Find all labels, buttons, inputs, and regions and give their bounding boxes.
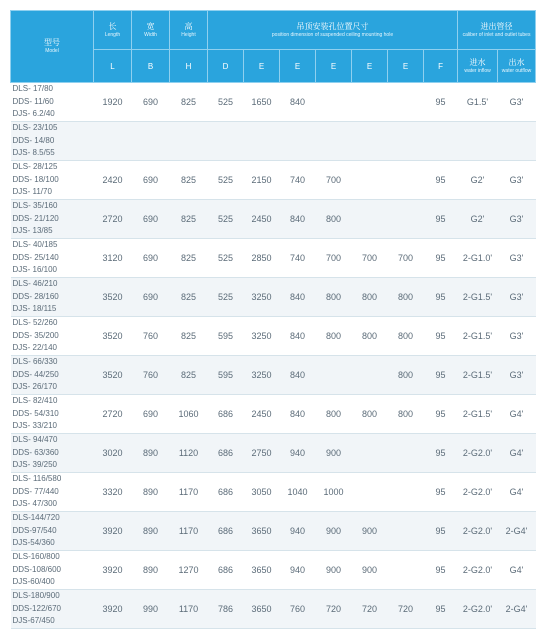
- cell-l: 3520: [94, 356, 132, 395]
- cell-e1: 3650: [244, 590, 280, 629]
- model-name: DDS-108/600: [12, 564, 61, 574]
- cell-h: 825: [170, 83, 208, 122]
- cell-e2: 840: [280, 200, 316, 239]
- model-name: DJS-67/450: [12, 616, 55, 626]
- model-name: DJS- 16/100: [12, 265, 57, 275]
- cell-e1: 3250: [244, 356, 280, 395]
- header-inflow-en: water inflow: [464, 67, 491, 74]
- cell-d: 595: [208, 356, 244, 395]
- model-name: DDS- 14/80: [12, 135, 55, 145]
- cell-e2: 760: [280, 590, 316, 629]
- model-name: DLS- 28/125: [12, 162, 58, 172]
- cell-h: 1060: [170, 395, 208, 434]
- header-sym-h: H: [170, 50, 208, 83]
- cell-d: 686: [208, 473, 244, 512]
- model-name: DLS- 35/160: [12, 201, 58, 211]
- cell-e2: 840: [280, 83, 316, 122]
- model-name: DDS- 44/250: [12, 369, 59, 379]
- cell-outflow: G3': [498, 161, 536, 200]
- cell-e5: 720: [388, 590, 424, 629]
- cell-f: 95: [424, 473, 458, 512]
- cell-e2: [280, 122, 316, 161]
- cell-d: 686: [208, 551, 244, 590]
- cell-b: [132, 122, 170, 161]
- cell-outflow: G4': [498, 434, 536, 473]
- cell-h: 825: [170, 161, 208, 200]
- model-name: DDS- 21/120: [12, 213, 59, 223]
- header-sym-e4: E: [352, 50, 388, 83]
- table-row: [11, 590, 536, 629]
- cell-outflow: G3': [498, 200, 536, 239]
- model-name: DJS- 6.2/40: [12, 109, 55, 119]
- cell-l: 2720: [94, 395, 132, 434]
- cell-e3: 800: [316, 278, 352, 317]
- table-row: [11, 356, 536, 395]
- model-name: DJS- 47/300: [12, 499, 57, 509]
- cell-l: 3020: [94, 434, 132, 473]
- cell-h: 1170: [170, 590, 208, 629]
- model-name: DLS-160/800: [12, 552, 60, 562]
- cell-e2: 840: [280, 278, 316, 317]
- model-name: DDS- 35/200: [12, 330, 59, 340]
- cell-e1: 1650: [244, 83, 280, 122]
- table-row: [11, 161, 536, 200]
- model-name: DLS- 40/185: [12, 240, 58, 250]
- cell-e4: [352, 161, 388, 200]
- cell-f: 95: [424, 83, 458, 122]
- cell-l: 3120: [94, 239, 132, 278]
- cell-f: [424, 122, 458, 161]
- header-length-zh: 长: [108, 21, 117, 31]
- table-row: [11, 551, 536, 590]
- cell-d: 786: [208, 590, 244, 629]
- header-height: [170, 11, 208, 50]
- cell-d: 525: [208, 278, 244, 317]
- cell-h: 1170: [170, 473, 208, 512]
- model-cell: [11, 278, 94, 317]
- cell-l: 2720: [94, 200, 132, 239]
- model-name: DDS- 77/440: [12, 486, 59, 496]
- cell-f: 95: [424, 356, 458, 395]
- cell-outflow: G3': [498, 317, 536, 356]
- cell-e5: 800: [388, 356, 424, 395]
- cell-outflow: G4': [498, 473, 536, 512]
- header-sym-d: D: [208, 50, 244, 83]
- header-sym-f: F: [424, 50, 458, 83]
- cell-e2: 840: [280, 317, 316, 356]
- header-model-en: Model: [45, 48, 59, 54]
- cell-e1: 2150: [244, 161, 280, 200]
- model-name: DLS- 23/105: [12, 123, 58, 133]
- cell-d: 525: [208, 239, 244, 278]
- cell-inflow: 2-G2.0': [458, 551, 498, 590]
- cell-b: 890: [132, 551, 170, 590]
- model-cell: [11, 161, 94, 200]
- model-name: DLS-180/900: [12, 591, 60, 601]
- model-cell: [11, 395, 94, 434]
- cell-h: 825: [170, 278, 208, 317]
- cell-d: 525: [208, 83, 244, 122]
- cell-inflow: 2-G1.0': [458, 239, 498, 278]
- cell-e1: 3650: [244, 512, 280, 551]
- model-name: DJS-60/400: [12, 577, 55, 587]
- cell-e3: 900: [316, 512, 352, 551]
- cell-outflow: G3': [498, 83, 536, 122]
- header-position-en: position dimension of suspended ceiling mounting hole: [271, 31, 394, 38]
- cell-h: 825: [170, 356, 208, 395]
- cell-inflow: 2-G1.5': [458, 278, 498, 317]
- cell-e3: 720: [316, 590, 352, 629]
- cell-b: 760: [132, 356, 170, 395]
- cell-e1: 2450: [244, 395, 280, 434]
- cell-b: 760: [132, 317, 170, 356]
- cell-e1: 2750: [244, 434, 280, 473]
- cell-d: 525: [208, 200, 244, 239]
- cell-e2: 740: [280, 239, 316, 278]
- model-name: DDS- 28/160: [12, 291, 59, 301]
- header-width: [132, 11, 170, 50]
- model-name: DLS- 66/330: [12, 357, 58, 367]
- cell-e3: [316, 122, 352, 161]
- cell-outflow: G3': [498, 278, 536, 317]
- cell-outflow: 2-G4': [498, 512, 536, 551]
- model-name: DJS- 18/115: [12, 304, 57, 314]
- cell-f: 95: [424, 239, 458, 278]
- header-sym-e1: E: [244, 50, 280, 83]
- cell-e4: [352, 200, 388, 239]
- cell-d: 686: [208, 395, 244, 434]
- header-length: [94, 11, 132, 50]
- cell-b: 690: [132, 200, 170, 239]
- model-cell: [11, 590, 94, 629]
- model-name: DDS-97/540: [12, 525, 57, 535]
- cell-e1: 3050: [244, 473, 280, 512]
- cell-e4: 700: [352, 239, 388, 278]
- header-position-zh: 吊顶安装孔位置尺寸: [296, 21, 369, 31]
- header-outflow: [498, 50, 536, 83]
- header-sym-e5: E: [388, 50, 424, 83]
- cell-e3: [316, 356, 352, 395]
- cell-e1: 3650: [244, 551, 280, 590]
- cell-outflow: G3': [498, 239, 536, 278]
- model-name: DLS- 116/580: [12, 474, 62, 484]
- header-length-en: Length: [104, 31, 121, 38]
- cell-l: 3520: [94, 278, 132, 317]
- spec-table: [10, 10, 536, 629]
- cell-outflow: G4': [498, 395, 536, 434]
- cell-e4: [352, 434, 388, 473]
- cell-e1: 2850: [244, 239, 280, 278]
- model-name: DJS- 26/170: [12, 382, 57, 392]
- cell-inflow: 2-G2.0': [458, 473, 498, 512]
- header-model: [11, 11, 94, 83]
- cell-d: 595: [208, 317, 244, 356]
- cell-l: 3320: [94, 473, 132, 512]
- cell-e4: [352, 122, 388, 161]
- model-cell: [11, 83, 94, 122]
- model-cell: [11, 317, 94, 356]
- cell-e2: 740: [280, 161, 316, 200]
- header-pipe-en: caliber of inlet and outlet tubes: [462, 31, 531, 38]
- cell-e3: 800: [316, 317, 352, 356]
- cell-d: 686: [208, 434, 244, 473]
- cell-inflow: 2-G1.5': [458, 395, 498, 434]
- cell-f: 95: [424, 395, 458, 434]
- cell-e4: 800: [352, 317, 388, 356]
- table-row: [11, 512, 536, 551]
- table-row: [11, 278, 536, 317]
- header-sym-l: L: [94, 50, 132, 83]
- cell-b: 690: [132, 395, 170, 434]
- cell-e3: [316, 83, 352, 122]
- table-row: [11, 122, 536, 161]
- cell-h: 825: [170, 317, 208, 356]
- cell-d: 686: [208, 512, 244, 551]
- cell-l: 3520: [94, 317, 132, 356]
- header-width-zh: 宽: [146, 21, 155, 31]
- header-outflow-zh: 出水: [508, 57, 525, 67]
- cell-e3: 900: [316, 551, 352, 590]
- cell-inflow: [458, 122, 498, 161]
- cell-e4: 720: [352, 590, 388, 629]
- model-name: DDS- 63/360: [12, 447, 59, 457]
- cell-h: 1120: [170, 434, 208, 473]
- cell-e3: 700: [316, 161, 352, 200]
- model-cell: [11, 239, 94, 278]
- table-row: [11, 83, 536, 122]
- cell-b: 890: [132, 473, 170, 512]
- cell-e1: 3250: [244, 278, 280, 317]
- cell-e5: [388, 122, 424, 161]
- model-name: DJS- 13/85: [12, 226, 53, 236]
- cell-e2: 940: [280, 551, 316, 590]
- cell-f: 95: [424, 161, 458, 200]
- model-cell: [11, 434, 94, 473]
- cell-e5: [388, 200, 424, 239]
- header-sym-e2: E: [280, 50, 316, 83]
- spec-table-body: [11, 83, 536, 629]
- cell-f: 95: [424, 434, 458, 473]
- model-name: DJS- 22/140: [12, 343, 57, 353]
- cell-l: 1920: [94, 83, 132, 122]
- cell-outflow: G3': [498, 356, 536, 395]
- cell-e3: 700: [316, 239, 352, 278]
- cell-inflow: 2-G2.0': [458, 434, 498, 473]
- table-row: [11, 473, 536, 512]
- model-name: DDS- 18/100: [12, 174, 59, 184]
- cell-e4: [352, 83, 388, 122]
- cell-e2: 1040: [280, 473, 316, 512]
- cell-b: 690: [132, 161, 170, 200]
- cell-e5: 800: [388, 317, 424, 356]
- cell-f: 95: [424, 200, 458, 239]
- cell-d: 525: [208, 161, 244, 200]
- cell-f: 95: [424, 278, 458, 317]
- cell-e1: 2450: [244, 200, 280, 239]
- cell-d: [208, 122, 244, 161]
- cell-e5: [388, 512, 424, 551]
- cell-e2: 940: [280, 434, 316, 473]
- model-name: DJS- 8.5/55: [12, 148, 55, 158]
- model-name: DJS- 11/70: [12, 187, 52, 197]
- cell-e3: 900: [316, 434, 352, 473]
- cell-l: 3920: [94, 512, 132, 551]
- cell-b: 890: [132, 434, 170, 473]
- table-row: [11, 200, 536, 239]
- header-pipe-zh: 进出管径: [480, 21, 513, 31]
- cell-inflow: G2': [458, 200, 498, 239]
- model-name: DJS-54/360: [12, 538, 55, 548]
- cell-b: 690: [132, 278, 170, 317]
- cell-e2: 840: [280, 356, 316, 395]
- cell-e4: 800: [352, 278, 388, 317]
- header-position: [208, 11, 458, 50]
- model-name: DJS- 33/210: [12, 421, 57, 431]
- cell-e1: [244, 122, 280, 161]
- cell-e5: [388, 434, 424, 473]
- cell-e4: 900: [352, 551, 388, 590]
- cell-e4: 800: [352, 395, 388, 434]
- model-cell: [11, 512, 94, 551]
- cell-l: 3920: [94, 551, 132, 590]
- table-row: [11, 395, 536, 434]
- model-name: DDS-122/670: [12, 603, 61, 613]
- cell-b: 690: [132, 239, 170, 278]
- cell-e5: 800: [388, 278, 424, 317]
- cell-inflow: 2-G1.5': [458, 356, 498, 395]
- cell-e4: [352, 473, 388, 512]
- model-name: DLS-144/720: [12, 513, 60, 523]
- cell-l: [94, 122, 132, 161]
- cell-outflow: 2-G4': [498, 590, 536, 629]
- cell-h: 1270: [170, 551, 208, 590]
- header-sym-e3: E: [316, 50, 352, 83]
- cell-l: 3920: [94, 590, 132, 629]
- cell-e5: 800: [388, 395, 424, 434]
- cell-e3: 800: [316, 395, 352, 434]
- cell-b: 890: [132, 512, 170, 551]
- header-sym-b: B: [132, 50, 170, 83]
- cell-e3: 800: [316, 200, 352, 239]
- model-name: DDS- 11/60: [12, 96, 54, 106]
- cell-inflow: 2-G2.0': [458, 512, 498, 551]
- cell-inflow: 2-G2.0': [458, 590, 498, 629]
- cell-e3: 1000: [316, 473, 352, 512]
- spec-table-wrapper: [10, 10, 535, 629]
- cell-e4: [352, 356, 388, 395]
- cell-e5: [388, 551, 424, 590]
- cell-e5: 700: [388, 239, 424, 278]
- model-name: DLS- 82/410: [12, 396, 58, 406]
- cell-l: 2420: [94, 161, 132, 200]
- cell-e2: 840: [280, 395, 316, 434]
- cell-outflow: [498, 122, 536, 161]
- model-name: DLS- 94/470: [12, 435, 58, 445]
- model-name: DLS- 46/210: [12, 279, 58, 289]
- header-width-en: Width: [144, 31, 157, 38]
- cell-inflow: G1.5': [458, 83, 498, 122]
- table-row: [11, 434, 536, 473]
- header-inflow-zh: 进水: [469, 57, 486, 67]
- cell-h: 825: [170, 239, 208, 278]
- model-cell: [11, 473, 94, 512]
- header-pipe: [458, 11, 536, 50]
- model-name: DLS- 17/80: [12, 84, 53, 94]
- header-model-zh: 型号: [44, 38, 60, 47]
- cell-e5: [388, 473, 424, 512]
- cell-f: 95: [424, 317, 458, 356]
- cell-b: 690: [132, 83, 170, 122]
- cell-e5: [388, 83, 424, 122]
- cell-h: 825: [170, 200, 208, 239]
- model-name: DDS- 25/140: [12, 252, 59, 262]
- model-cell: [11, 200, 94, 239]
- cell-e5: [388, 161, 424, 200]
- cell-f: 95: [424, 512, 458, 551]
- cell-f: 95: [424, 551, 458, 590]
- header-height-zh: 高: [184, 21, 193, 31]
- header-height-en: Height: [181, 31, 196, 38]
- model-cell: [11, 551, 94, 590]
- cell-e1: 3250: [244, 317, 280, 356]
- model-cell: [11, 356, 94, 395]
- cell-inflow: G2': [458, 161, 498, 200]
- cell-b: 990: [132, 590, 170, 629]
- model-cell: [11, 122, 94, 161]
- cell-h: [170, 122, 208, 161]
- model-name: DLS- 52/260: [12, 318, 58, 328]
- cell-e2: 940: [280, 512, 316, 551]
- header-inflow: [458, 50, 498, 83]
- cell-h: 1170: [170, 512, 208, 551]
- cell-f: 95: [424, 590, 458, 629]
- header-outflow-en: water outflow: [501, 67, 532, 74]
- cell-e4: 900: [352, 512, 388, 551]
- model-name: DJS- 39/250: [12, 460, 57, 470]
- table-row: [11, 239, 536, 278]
- cell-outflow: G4': [498, 551, 536, 590]
- model-name: DDS- 54/310: [12, 408, 59, 418]
- cell-inflow: 2-G1.5': [458, 317, 498, 356]
- table-row: [11, 317, 536, 356]
